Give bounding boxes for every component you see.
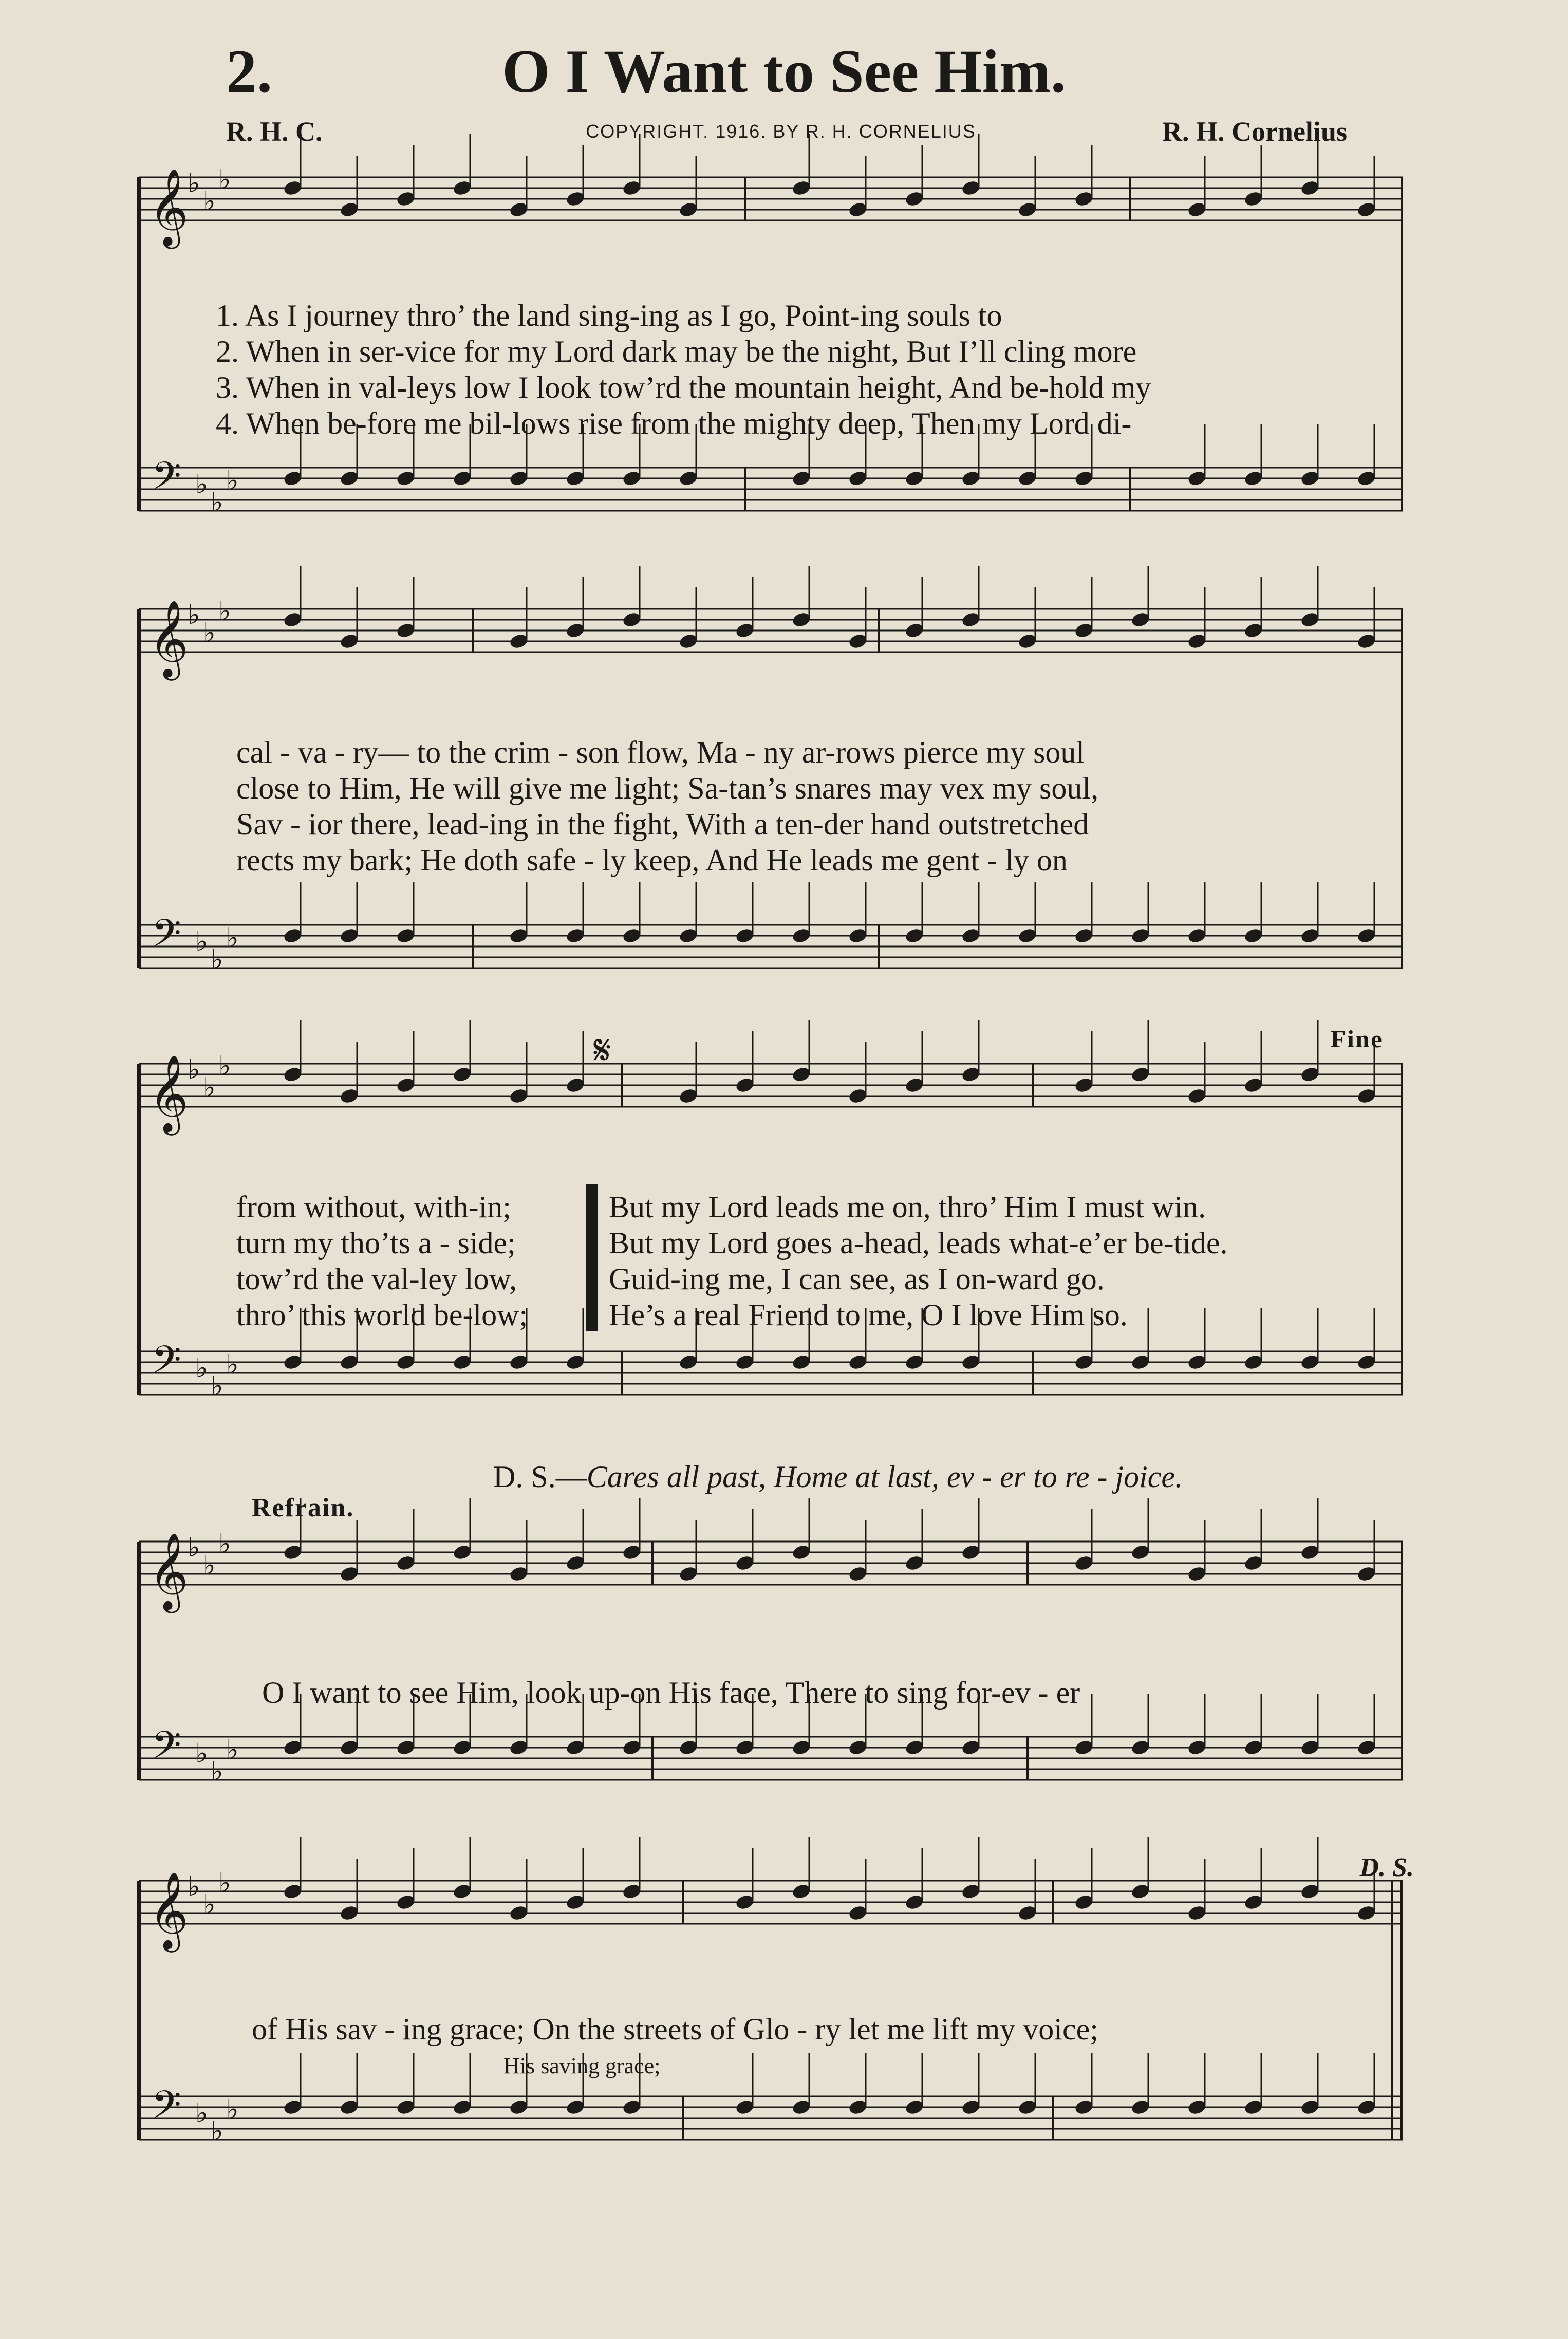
verse-2-line: 2. When in ser-vice for my Lord dark may be the night, But I’ll cling more <box>216 335 1137 368</box>
lyricist-credit: R. H. C. <box>226 116 323 147</box>
hymn-header <box>0 0 1568 154</box>
flat-icon: ♭ <box>195 1738 208 1769</box>
bass-clef-icon: 𝄢 <box>152 911 181 965</box>
flat-icon: ♭ <box>218 164 231 195</box>
verse-1-line-left: from without, with-in; <box>236 1190 511 1224</box>
flat-icon: ♭ <box>226 1735 239 1766</box>
flat-icon: ♭ <box>226 466 239 496</box>
verse-3-line-right: Guid-ing me, I can see, as I on-ward go. <box>609 1262 1105 1296</box>
music-system-5 <box>139 1860 1403 2220</box>
verse-3-line-left: tow’rd the val-ley low, <box>236 1262 517 1296</box>
verse-4-line: rects my bark; He doth safe - ly keep, And He leads me gent - ly on <box>236 843 1068 877</box>
treble-clef-icon: 𝄞 <box>149 1054 189 1132</box>
copyright-notice: COPYRIGHT. 1916. BY R. H. CORNELIUS. <box>586 121 982 142</box>
flat-icon: ♭ <box>226 923 239 954</box>
flat-icon: ♭ <box>218 1868 231 1899</box>
hymn-number: 2. <box>226 37 272 105</box>
flat-icon: ♭ <box>188 1054 200 1085</box>
flat-icon: ♭ <box>226 2094 239 2125</box>
ds-refrain-line <box>493 1459 1183 1495</box>
hymn-title: O I Want to See Him. <box>502 37 1066 105</box>
verse-3-line: Sav - ior there, lead-ing in the fight, With a ten-der hand outstretched <box>236 807 1089 841</box>
flat-icon: ♭ <box>211 1371 223 1402</box>
flat-icon: ♭ <box>211 2116 223 2147</box>
bass-clef-icon: 𝄢 <box>152 2083 181 2137</box>
verse-1-line-right: But my Lord leads me on, thro’ Him I must win. <box>609 1190 1206 1224</box>
flat-icon: ♭ <box>203 1550 216 1581</box>
segno-sign: 𝄋 <box>593 1028 611 1073</box>
repeat-divider-bar <box>586 1184 598 1331</box>
ds-marker: D. S. <box>1359 1853 1414 1882</box>
flat-icon: ♭ <box>203 618 216 648</box>
flat-icon: ♭ <box>203 1072 216 1103</box>
flat-icon: ♭ <box>195 2098 208 2129</box>
flat-icon: ♭ <box>195 926 208 957</box>
verse-2-line: close to Him, He will give me light; Sa-tan’s snares may vex my soul, <box>236 771 1099 805</box>
verse-1-line: 1. As I journey thro’ the land sing-ing as I go, Point-ing souls to <box>216 299 1002 332</box>
flat-icon: ♭ <box>211 944 223 975</box>
flat-icon: ♭ <box>226 1349 239 1380</box>
verse-2-line-right: But my Lord goes a-head, leads what-e’er be-tide. <box>609 1226 1228 1260</box>
treble-clef-icon: 𝄞 <box>149 599 189 677</box>
refrain-label: Refrain. <box>252 1493 354 1523</box>
flat-icon: ♭ <box>203 186 216 217</box>
flat-icon: ♭ <box>218 1051 231 1082</box>
flat-icon: ♭ <box>188 1532 200 1563</box>
verse-4-line-left: thro’ this world be-low; <box>236 1298 528 1332</box>
music-system-3 <box>139 1048 1403 1470</box>
bass-clef-icon: 𝄢 <box>152 1723 181 1777</box>
verse-3-line: 3. When in val-leys low I look tow’rd the mountain height, And be-hold my <box>216 370 1151 404</box>
verse-2-line-left: turn my tho’ts a - side; <box>236 1226 516 1260</box>
alternate-lyric: His saving grace; <box>503 2053 661 2078</box>
treble-clef-icon: 𝄞 <box>149 1532 189 1610</box>
refrain-line-1: O I want to see Him, look up-on His face, There to sing for-ev - er <box>262 1676 1080 1710</box>
verse-4-line: 4. When be-fore me bil-lows rise from the mighty deep, Then my Lord di- <box>216 406 1132 440</box>
flat-icon: ♭ <box>188 600 200 630</box>
flat-icon: ♭ <box>218 1529 231 1560</box>
ds-prefix: D. S.— <box>493 1460 587 1494</box>
verse-1-line: cal - va - ry— to the crim - son flow, Ma - ny ar-rows pierce my soul <box>236 735 1085 769</box>
treble-clef-icon: 𝄞 <box>149 168 189 246</box>
refrain-line-2: of His sav - ing grace; On the streets of Glo - ry let me lift my voice; <box>252 2012 1098 2046</box>
flat-icon: ♭ <box>211 1756 223 1787</box>
fine-marker: Fine <box>1331 1026 1384 1053</box>
music-system-2 <box>139 596 1403 1043</box>
music-system-1 <box>139 164 1403 596</box>
bass-clef-icon: 𝄢 <box>152 454 181 508</box>
flat-icon: ♭ <box>218 596 231 627</box>
composer-credit: R. H. Cornelius <box>1162 116 1347 147</box>
flat-icon: ♭ <box>188 168 200 199</box>
music-system-4 <box>139 1526 1403 1850</box>
ds-text: Cares all past, Home at last, ev - er to re - joice. <box>586 1460 1183 1494</box>
flat-icon: ♭ <box>188 1871 200 1902</box>
flat-icon: ♭ <box>195 469 208 500</box>
bass-clef-icon: 𝄢 <box>152 1338 181 1391</box>
treble-clef-icon: 𝄞 <box>149 1871 189 1949</box>
verse-4-line-right: He’s a real Friend to me, O I love Him so. <box>609 1298 1128 1332</box>
flat-icon: ♭ <box>203 1889 216 1920</box>
flat-icon: ♭ <box>211 487 223 518</box>
flat-icon: ♭ <box>195 1353 208 1384</box>
